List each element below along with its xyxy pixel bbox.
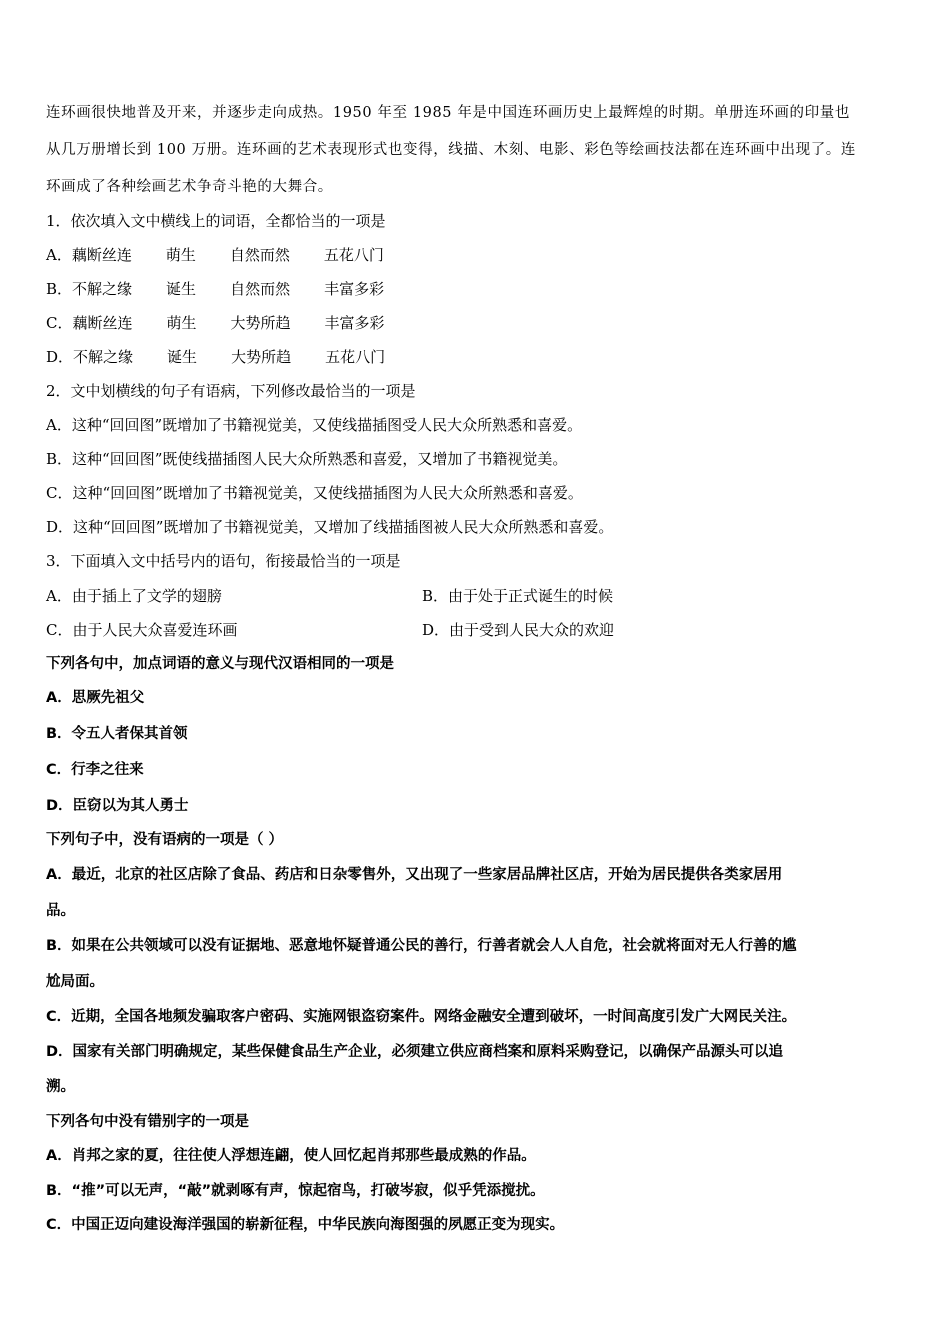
q1-option-d: [46, 347, 385, 367]
intro-line-2: 从几万册增长到 100 万册。连环画的艺术表现形式也变得，线描、木刻、电影、彩色等绘画技法都在连环画中出现了。连: [46, 142, 856, 158]
q3-option-a: A．由于插上了文学的翅膀: [46, 587, 222, 605]
q6-stem: 下列各句中没有错别字的一项是: [46, 1114, 249, 1130]
option-word: 萌生: [166, 314, 197, 332]
q4-option-b: B．令五人者保其首领: [46, 726, 188, 742]
option-word: 自然而然: [229, 246, 290, 264]
intro-line-1: 连环画很快地普及开来，并逐步走向成热。1950 年至 1985 年是中国连环画历史上最辉煌的时期。单册连环画的印量也: [46, 105, 850, 121]
option-word: 诞生: [167, 348, 198, 366]
q2-option-c: C．这种“回回图”既增加了书籍视觉美，又使线描插图为人民大众所熟悉和喜爱。: [46, 484, 583, 502]
q3-option-b: B．由于处于正式诞生的时候: [422, 587, 614, 605]
option-label: C．: [46, 314, 73, 332]
option-word: 藕断丝连: [71, 246, 132, 264]
q6-option-b: B．“推”可以无声，“敲”就剥啄有声，惊起宿鸟，打破岑寂，似乎凭添搅扰。: [46, 1183, 545, 1199]
q1-stem: 1．依次填入文中横线上的词语，全都恰当的一项是: [46, 212, 386, 230]
option-word: 五花八门: [325, 348, 386, 366]
q5-option-b-line2: 尬局面。: [46, 974, 104, 990]
q2-option-a: A．这种“回回图”既增加了书籍视觉美，又使线描插图受人民大众所熟悉和喜爱。: [46, 416, 583, 434]
q3-option-d: D．由于受到人民大众的欢迎: [422, 621, 615, 639]
q3-stem: 3．下面填入文中括号内的语句，衔接最恰当的一项是: [46, 552, 401, 570]
q4-option-c: C．行李之往来: [46, 762, 144, 778]
option-word: 大势所趋: [231, 348, 292, 366]
q1-option-b: [46, 279, 384, 299]
q5-option-a-line2: 品。: [46, 903, 75, 919]
q3-option-c: C．由于人民大众喜爱连环画: [46, 621, 238, 639]
q6-option-a: A．肖邦之家的夏，往往使人浮想连翩，使人回忆起肖邦那些最成熟的作品。: [46, 1148, 536, 1164]
q5-option-b-line1: B．如果在公共领域可以没有证据地、恶意地怀疑普通公民的善行，行善者就会人人自危，社会就将面对无人行善的尴: [46, 938, 797, 954]
option-word: 藕断丝连: [72, 314, 133, 332]
q3-row-1: [46, 586, 906, 606]
option-word: 大势所趋: [230, 314, 291, 332]
option-word: 萌生: [165, 246, 196, 264]
q2-stem: 2．文中划横线的句子有语病，下列修改最恰当的一项是: [46, 382, 416, 400]
q5-option-d-line2: 溯。: [46, 1079, 75, 1095]
option-label: A．: [46, 246, 72, 264]
q6-option-c: C．中国正迈向建设海洋强国的崭新征程，中华民族向海图强的夙愿正变为现实。: [46, 1217, 565, 1233]
option-word: 五花八门: [323, 246, 384, 264]
intro-line-3: 环画成了各种绘画艺术争奇斗艳的大舞合。: [46, 179, 333, 195]
q5-stem: 下列句子中，没有语病的一项是（ ）: [46, 832, 284, 848]
q5-option-c: C．近期，全国各地频发骗取客户密码、实施网银盗窃案件。网络金融安全遭到破坏，一时间高度引发广大网民关注。: [46, 1009, 797, 1025]
option-word: 不解之缘: [73, 348, 134, 366]
q2-option-b: B．这种“回回图”既使线描插图人民大众所熟悉和喜爱，又增加了书籍视觉美。: [46, 450, 568, 468]
option-word: 自然而然: [230, 280, 291, 298]
q4-option-d: D．臣窃以为其人勇士: [46, 798, 189, 814]
q5-option-a-line1: A．最近，北京的社区店除了食品、药店和日杂零售外，又出现了一些家居品牌社区店，开始为居民提供各类家居用: [46, 867, 783, 883]
q1-option-a: [46, 245, 384, 265]
option-label: B．: [46, 280, 73, 298]
option-label: D．: [46, 348, 74, 366]
option-word: 诞生: [166, 280, 197, 298]
q2-option-d: D．这种“回回图”既增加了书籍视觉美，又增加了线描插图被人民大众所熟悉和喜爱。: [46, 518, 614, 536]
q5-option-d-line1: D．国家有关部门明确规定，某些保健食品生产企业，必须建立供应商档案和原料采购登记，以确保产品源头可以追: [46, 1044, 784, 1060]
option-word: 丰富多彩: [324, 314, 385, 332]
q4-stem: 下列各句中，加点词语的意义与现代汉语相同的一项是: [46, 656, 394, 672]
option-word: 不解之缘: [72, 280, 133, 298]
q3-row-2: [46, 620, 906, 640]
q4-option-a: A．思厥先祖父: [46, 690, 145, 706]
q1-option-c: [46, 313, 385, 333]
option-word: 丰富多彩: [324, 280, 385, 298]
